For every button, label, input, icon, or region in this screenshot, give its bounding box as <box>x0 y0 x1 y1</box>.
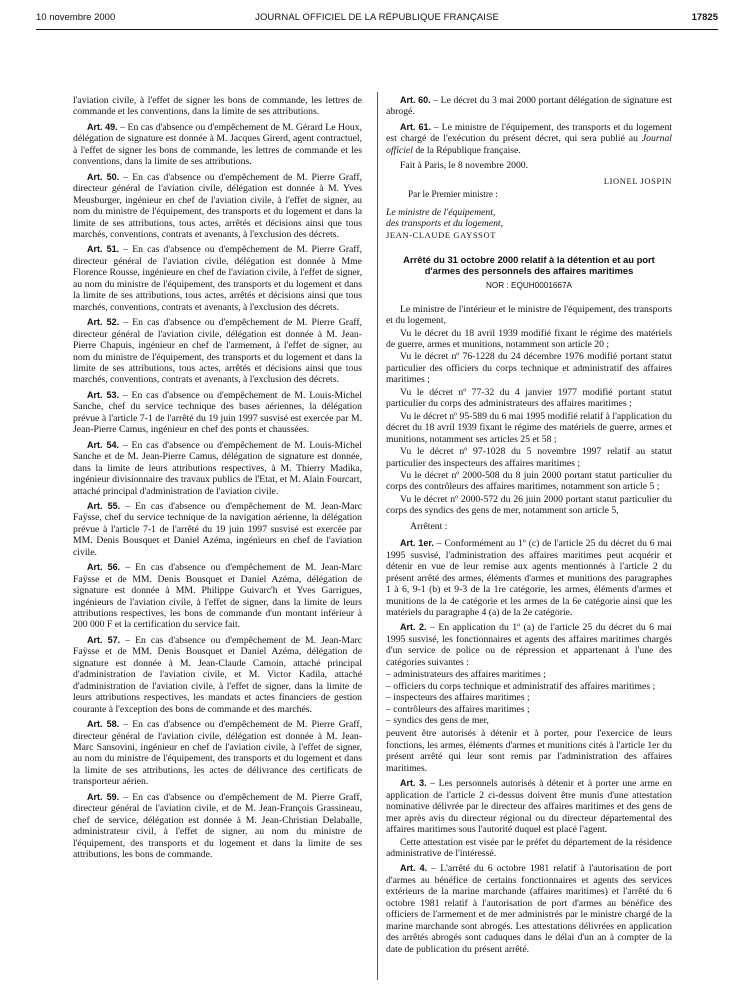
list-item: – administrateurs des affaires maritimes ; <box>386 669 546 681</box>
arretent-line: Arrêtent : <box>410 520 448 532</box>
article-text: – En cas d'absence ou d'empêchement de M. Pierre Graff, directeur général de l'aviation civile, délégation est donnée à M. Jean-Marc Sansovini, ingénieur en chef de l'aviation civile, à l'effet de signer, au nom du ministre de l'équipement, des transports et du logement et dans la limite de ses attributions, les actes de délivrance des certificats de transporteur aérien. <box>73 719 362 788</box>
article-label: Art. 3. <box>400 778 427 789</box>
article-61 <box>386 122 672 156</box>
preamble-paragraph: Vu le décret nº 2000-508 du 8 juin 2000 portant statut particulier du corps des contrôleurs des affaires maritimes, notamment son article 5 ; <box>386 469 672 493</box>
article-text: – Le ministre de l'équipement, des transports et du logement est chargé de l'exécution du présent décret, qui sera publié au <box>386 121 673 145</box>
article-2-continuation: peuvent être autorisés à détenir et à porter, pour l'exercice de leurs fonctions, les armes, éléments d'armes et munitions cités à l'article 1er du présent arrêté qui leur sont remis par l'administration des affaires maritimes. <box>386 728 672 774</box>
article-4 <box>386 863 672 955</box>
preamble-paragraph: Vu le décret du 18 avril 1939 modifié fixant le régime des matériels de guerre, armes et munitions, notamment son article 20 ; <box>386 327 672 350</box>
arrete-title: Arrêté du 31 octobre 2000 relatif à la détention et au port d'armes des personnels des affaires maritimes <box>403 253 655 276</box>
article-text: – En application du 1º (a) de l'article 25 du décret du 6 mai 1995 susvisé, les fonctionnaires et agents des affaires maritimes chargés d'un service de police ou de répression et appartenant à l'une des catégories suivantes : <box>386 622 672 668</box>
journal-name: Journal officiel <box>386 133 672 156</box>
article-text: – En cas d'absence ou d'empêchement de M. Gérard Le Houx, délégation de signature est donnée à M. Jacques Girerd, agent contractuel, à l'effet de signer les bons de commande, les lettres de commande et les conventions, dans la limite de ses attributions. <box>73 121 362 168</box>
article-label: Art. 57. <box>87 634 121 645</box>
left-column <box>73 95 362 865</box>
intro-paragraph: l'aviation civile, à l'effet de signer les bons de commande, les lettres de commande et les conventions, dans la limite de ses attributions. <box>73 95 362 118</box>
minister-name: JEAN-CLAUDE GAYSSOT <box>386 229 497 240</box>
article-text: – En cas d'absence ou d'empêchement de M. Louis-Michel Sanche et de M. Jean-Pierre Camus, délégation de signature est donnée, dans la limite de leurs attributions respectives, à M. Thierry Madika, ingénieur divisionnaire des travaux publics de l'Etat, et M. Alain Fourcart, attaché principal d'administration de l'aviation civile. <box>73 439 363 497</box>
article-2 <box>386 622 672 668</box>
article-paragraph <box>73 172 362 241</box>
article-label: Art. 2. <box>400 622 427 633</box>
list-item: – officiers du corps technique et administratif des affaires maritimes ; <box>386 680 656 692</box>
article-text: – Conformément au 1º (c) de l'article 25 du décret du 6 mai 1995 susvisé, l'administration des affaires maritimes peut acquérir et détenir en vue de leur remise aux agents mentionnés à l'article 2 du présent arrêté des armes, éléments d'armes et munitions des paragraphes 1 à 6, 9-1 (b) et 9-3 de la 1re catégorie, les armes, éléments d'armes et munitions de la 4e catégorie et les armes de la 6e catégorie ainsi que les matériels du paragraphe 4 (a) de la 2e catégorie. <box>386 538 672 618</box>
article-label: Art. 56. <box>87 562 121 573</box>
category-list <box>386 669 672 726</box>
article-paragraph <box>73 390 362 436</box>
article-paragraph <box>73 635 362 715</box>
right-column <box>386 95 672 959</box>
left-article-list <box>73 122 362 861</box>
article-label: Art. 54. <box>87 439 119 450</box>
article-text: – En cas d'absence ou d'empêchement de M. Jean-Marc Faÿsse, chef du service technique de la navigation aérienne, la délégation prévue à l'article 7-1 de l'arrêté du 19 juin 1997 susvisé est exercée par MM. Denis Bousquet et Daniel Azéma, ingénieurs en chef de l'aviation civile. <box>73 500 362 558</box>
article-text: – En cas d'absence ou d'empêchement de M. Jean-Marc Faÿsse et de MM. Denis Bousquet et Daniel Azéma, délégation de signature est donnée à MM. Philippe Guivarc'h et Yves Garrigues, ingénieurs de l'aviation civile, à l'effet de signer, dans la limite de leurs attributions respectives, les bons de commande d'un montant inférieur à 200 000 F et la certification du service fait. <box>73 562 362 631</box>
preamble-paragraph: Vu le décret nº 95-589 du 6 mai 1995 modifié relatif à l'application du décret du 18 avril 1939 fixant le régime des matériels de guerre, armes et munitions, notamment ses articles 25 et 58 ; <box>386 410 672 445</box>
preamble-paragraph: Vu le décret nº 97-1028 du 5 novembre 1997 relatif au statut particulier des inspecteurs des affaires maritimes ; <box>386 446 672 469</box>
preamble-paragraph: Vu le décret nº 77-32 du 4 janvier 1977 modifié portant statut particulier du corps des administrateurs des affaires maritimes ; <box>386 386 672 410</box>
article-paragraph <box>73 244 362 313</box>
article-paragraph <box>73 562 362 631</box>
article-label: Art. 49. <box>87 121 118 132</box>
header-rule <box>36 29 718 30</box>
article-label: Art. 4. <box>400 863 428 874</box>
column-divider <box>377 92 378 980</box>
preamble-paragraph: Vu le décret nº 76-1228 du 24 décembre 1976 modifié portant statut particulier des officiers du corps technique et administratif des affaires maritimes ; <box>386 351 672 386</box>
article-label: Art. 59. <box>87 791 120 802</box>
article-text: – En cas d'absence ou d'empêchement de M. Pierre Graff, directeur général de l'aviation civile, délégation est donnée à M. Jean-Pierre Chapuis, ingénieur en chef de l'armement, à l'effet de signer, au nom du ministre de l'équipement, des transports et du logement et dans la limite de ses attributions, tous actes, arrêtés et décisions ainsi que tous marchés, conventions, contrats et avenants, à l'exclusion des décrets. <box>73 317 362 386</box>
page-number: 17825 <box>691 12 718 23</box>
minister-title-1: Le ministre de l'équipement, <box>386 206 496 218</box>
article-1 <box>386 538 672 618</box>
article-label: Art. 53. <box>87 389 119 400</box>
list-item: – contrôleurs des affaires maritimes ; <box>386 703 530 715</box>
article-text: – En cas d'absence ou d'empêchement de M. Pierre Graff, directeur général de l'aviation civile, délégation est donnée à M. Yves Meusburger, ingénieur en chef de l'aviation civile, à l'effet de signer, au nom du ministre de l'équipement, des transports et du logement et dans la limite de ses attributions, tous actes, arrêtés et décisions ainsi que tous marchés, conventions, contrats et avenants, à l'exclusion des décrets. <box>73 171 362 240</box>
article-paragraph <box>73 122 362 168</box>
article-3-continuation: Cette attestation est visée par le préfet du département de la résidence administrative de l'intéressé. <box>386 836 672 860</box>
list-item: – syndics des gens de mer, <box>386 715 489 727</box>
preamble-paragraph: Vu le décret nº 2000-572 du 26 juin 2000 portant statut particulier du corps des syndics des gens de mer, notamment son article 5, <box>386 493 672 517</box>
fait-line: Fait à Paris, le 8 novembre 2000. <box>400 160 529 172</box>
article-paragraph <box>73 501 362 558</box>
list-item: – inspecteurs des affaires maritimes ; <box>386 692 530 704</box>
article-text: – L'arrêté du 6 octobre 1981 relatif à l'autorisation de port d'armes au bénéfice de certains fonctionnaires et agents des services extérieurs de la marine marchande (affaires maritimes) et l'arrêté du 6 octobre 1981 relatif à l'autorisation de port d'armes au bénéfice des officiers de l'armement et de mer administrés par le ministre chargé de la marine marchande sont abrogés. Les attestations délivrées en application des arrêtés abrogés sont caduques dans le délai d'un an à compter de la date de publication du présent arrêté. <box>386 863 672 955</box>
article-label: Art. 51. <box>87 244 120 255</box>
article-paragraph <box>73 317 362 386</box>
signatory-name: LIONEL JOSPIN <box>603 175 672 186</box>
article-paragraph <box>73 719 362 788</box>
article-label: Art. 52. <box>87 317 120 328</box>
article-text-end: de la République française. <box>412 144 521 156</box>
preamble-paragraph: Le ministre de l'intérieur et le ministre de l'équipement, des transports et du logement, <box>386 303 672 327</box>
article-paragraph <box>73 792 362 861</box>
article-3 <box>386 778 672 835</box>
article-label: Art. 60. <box>400 95 431 105</box>
article-paragraph <box>73 440 362 497</box>
article-label: Art. 50. <box>87 171 120 182</box>
article-text: – En cas d'absence ou d'empêchement de M. Pierre Graff, directeur général de l'aviation civile, et de M. Jean-François Grassineau, chef de service, délégation est donnée à M. Jean-Christian Delaballe, administrateur civil, à l'effet de signer, au nom du ministre de l'équipement, des transports et du logement et dans la limite de ses attributions, les bons de commande. <box>73 791 362 861</box>
minister-title-2: des transports et du logement, <box>386 218 504 230</box>
preamble <box>386 304 672 517</box>
article-label: Art. 55. <box>87 500 121 511</box>
journal-title: JOURNAL OFFICIEL DE LA RÉPUBLIQUE FRANÇAISE <box>255 12 499 23</box>
page-header <box>36 12 718 26</box>
issue-date: 10 novembre 2000 <box>36 12 116 23</box>
article-text: – En cas d'absence ou d'empêchement de M. Pierre Graff, directeur général de l'aviation civile, délégation est donnée à Mme Florence Rousse, ingénieure en chef de l'aviation civile, à l'effet de signer, au nom du ministre de l'équipement, des transports et du logement et dans la limite de ses attributions, tous actes, arrêtés et décisions ainsi que tous marchés, conventions, contrats et avenants, à l'exclusion des décrets. <box>73 244 362 313</box>
article-label: Art. 61. <box>400 121 432 132</box>
article-text: – En cas d'absence ou d'empêchement de M. Jean-Marc Faÿsse et de MM. Denis Bousquet et Daniel Azéma, délégation de signature est donnée à M. Jean-Claude Camoin, attaché principal d'administration de l'aviation civile, et M. Victor Kadila, attaché d'administration de l'aviation civile, à l'effet de signer, dans la limite de leurs attributions respectives, les mandats et actes financiers de gestion courante à l'exception des bons de commande et des marchés. <box>73 634 362 715</box>
article-60 <box>386 95 672 118</box>
article-label: Art. 1er. <box>400 538 434 549</box>
prime-minister-line: Par le Premier ministre : <box>408 189 498 200</box>
nor-reference: NOR : EQUH0001667A <box>485 281 572 291</box>
article-text: – Le décret du 3 mai 2000 portant délégation de signature est abrogé. <box>386 95 672 118</box>
article-text: – En cas d'absence ou d'empêchement de M. Louis-Michel Sanche, chef du service technique des bases aériennes, la délégation prévue à l'article 7-1 de l'arrêté du 19 juin 1997 susvisé est exercée par M. Jean-Pierre Camus, ingénieur en chef des ponts et chaussées. <box>73 389 363 436</box>
article-label: Art. 58. <box>87 719 120 730</box>
article-text: – Les personnels autorisés à détenir et à porter une arme en application de l'article 2 ci-dessus doivent être munis d'une attestation nominative délivrée par le directeur des affaires maritimes et des gens de mer après avis du directeur régional ou du directeur départemental des affaires maritimes sous l'autorité duquel est placé l'agent. <box>386 778 672 836</box>
